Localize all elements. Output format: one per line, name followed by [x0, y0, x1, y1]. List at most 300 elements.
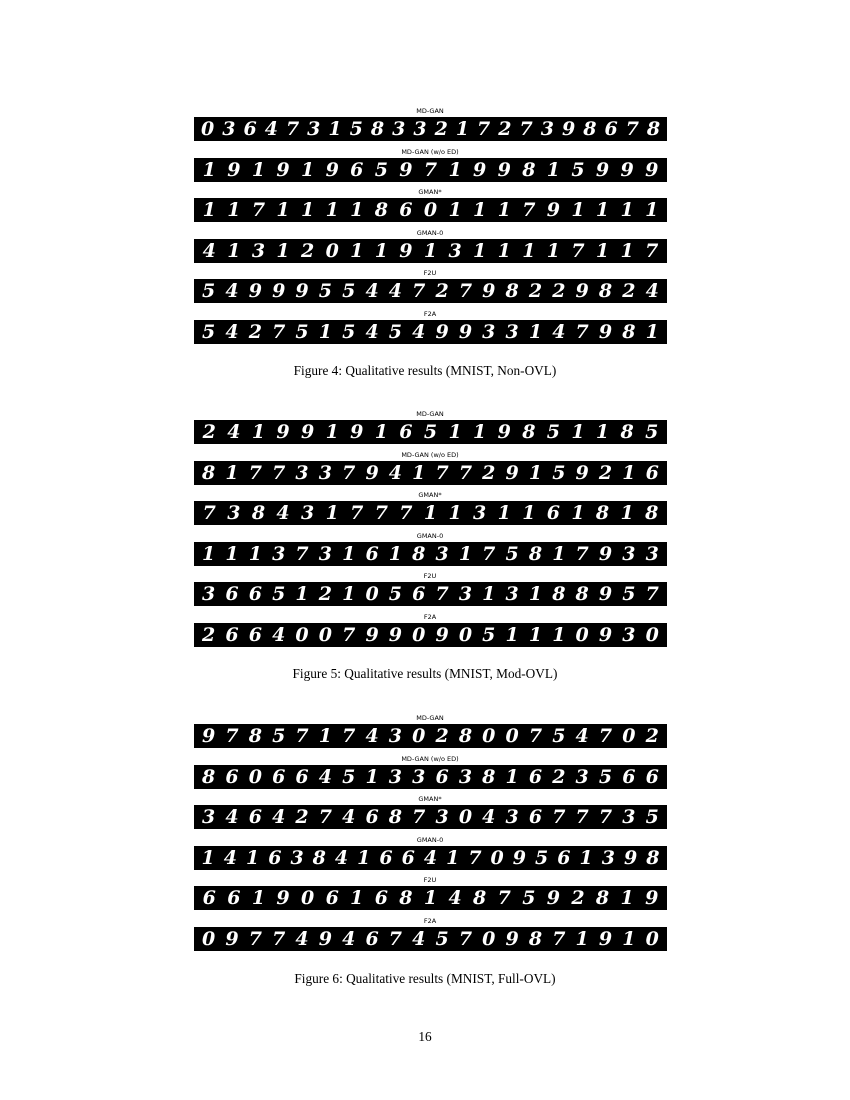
digit-sample: 8 [620, 421, 634, 443]
digit-sample-strip [194, 765, 667, 789]
digit-sample: 8 [370, 118, 385, 140]
digit-sample: 1 [374, 239, 388, 262]
row-label: F2U [423, 876, 437, 884]
digit-sample-strip [194, 117, 667, 141]
digit-sample: 4 [388, 461, 403, 484]
digit-sample: 7 [522, 199, 536, 221]
digit-sample: 0 [490, 846, 504, 869]
digit-sample: 7 [435, 461, 449, 484]
digit-sample: 0 [482, 725, 496, 747]
digit-sample: 0 [505, 725, 519, 747]
digit-sample: 3 [227, 502, 241, 524]
digit-sample: 0 [202, 927, 216, 950]
digit-sample: 6 [604, 118, 618, 140]
digit-sample: 1 [295, 583, 309, 605]
digit-sample: 1 [622, 461, 636, 484]
digit-sample: 9 [512, 846, 527, 869]
digit-sample: 1 [473, 199, 487, 221]
digit-sample-strip [194, 623, 667, 647]
digit-sample: 8 [646, 118, 661, 140]
digit-sample: 7 [342, 725, 356, 747]
digit-sample: 1 [388, 542, 403, 565]
digit-sample: 8 [412, 542, 426, 565]
digit-sample: 1 [473, 239, 487, 262]
digit-sample: 3 [412, 765, 426, 788]
digit-sample: 5 [522, 887, 536, 909]
digit-sample: 8 [388, 806, 403, 828]
digit-sample: 3 [413, 118, 427, 140]
digit-sample: 9 [505, 461, 519, 484]
digit-sample-strip [194, 805, 667, 829]
digit-sample: 3 [392, 118, 406, 140]
digit-sample: 7 [435, 583, 449, 605]
digit-sample: 1 [251, 887, 266, 909]
digit-sample: 7 [528, 725, 543, 747]
digit-sample: 8 [595, 502, 610, 524]
digit-sample: 9 [435, 623, 449, 646]
digit-sample: 1 [522, 239, 536, 262]
digit-sample: 6 [272, 765, 286, 788]
row-label: MD-GAN [416, 410, 444, 418]
digit-sample: 9 [598, 320, 613, 343]
digit-sample: 0 [365, 583, 379, 605]
digit-sample: 9 [202, 725, 216, 747]
panel-md-gan [193, 409, 667, 450]
digit-sample: 6 [365, 542, 379, 565]
panel-f2u [193, 571, 667, 612]
digit-sample: 1 [497, 239, 511, 262]
digit-sample: 1 [528, 320, 543, 343]
digit-sample: 6 [365, 806, 379, 828]
digit-sample: 9 [295, 280, 309, 302]
digit-sample: 8 [248, 725, 262, 747]
digit-sample: 9 [350, 421, 364, 443]
digit-sample: 3 [505, 806, 519, 828]
digit-sample: 0 [325, 239, 339, 262]
digit-sample: 1 [448, 502, 462, 524]
digit-sample: 7 [272, 320, 286, 343]
digit-sample: 9 [575, 461, 589, 484]
digit-sample: 1 [446, 846, 460, 869]
digit-sample: 3 [575, 765, 589, 788]
digit-sample: 1 [365, 765, 379, 788]
digit-sample: 1 [300, 199, 315, 221]
digit-sample: 7 [645, 239, 659, 262]
digit-sample: 9 [276, 158, 290, 181]
row-label: F2A [423, 916, 437, 925]
digit-sample: 4 [482, 806, 496, 828]
digit-sample: 0 [458, 806, 473, 828]
digit-sample: 0 [412, 725, 426, 747]
figure-6-full-ovl [193, 713, 667, 956]
digit-sample: 1 [350, 199, 364, 221]
figure-5-mod-ovl [193, 409, 667, 652]
digit-sample: 0 [295, 623, 309, 646]
digit-sample: 5 [505, 542, 519, 565]
row-label: MD-GAN (w/o ED) [401, 450, 459, 459]
row-label: F2U [423, 572, 437, 580]
digit-sample: 9 [598, 623, 613, 646]
digit-sample: 1 [227, 239, 241, 262]
digit-sample: 3 [622, 542, 636, 565]
digit-sample: 3 [388, 725, 403, 747]
row-label: F2U [423, 269, 437, 277]
digit-sample: 9 [365, 461, 379, 484]
digit-sample-strip [194, 198, 667, 222]
digit-sample: 9 [497, 421, 511, 443]
digit-sample: 7 [598, 725, 613, 747]
digit-sample: 1 [328, 118, 342, 140]
digit-sample: 9 [318, 927, 332, 950]
digit-sample: 9 [561, 118, 576, 140]
digit-sample: 1 [448, 421, 462, 443]
digit-sample: 1 [473, 421, 487, 443]
digit-sample: 5 [435, 927, 449, 950]
digit-sample: 8 [622, 320, 636, 343]
digit-sample: 9 [458, 320, 473, 343]
digit-sample: 3 [435, 806, 449, 828]
digit-sample: 7 [251, 199, 266, 221]
digit-sample: 5 [388, 583, 403, 605]
row-label: MD-GAN (w/o ED) [401, 147, 459, 156]
digit-sample: 8 [202, 461, 216, 484]
digit-sample: 9 [388, 623, 403, 646]
digit-sample: 7 [458, 461, 473, 484]
digit-sample: 3 [622, 806, 636, 828]
digit-sample: 1 [575, 927, 589, 950]
digit-sample: 2 [202, 623, 216, 646]
digit-sample: 5 [598, 765, 613, 788]
digit-sample: 8 [528, 542, 543, 565]
digit-sample: 1 [412, 461, 426, 484]
digit-sample: 6 [401, 846, 415, 869]
digit-sample: 1 [227, 199, 241, 221]
digit-sample: 3 [458, 765, 473, 788]
digit-sample: 5 [202, 320, 216, 343]
digit-sample: 1 [202, 199, 216, 221]
digit-sample: 0 [423, 199, 438, 221]
digit-sample: 9 [399, 239, 413, 262]
digit-sample: 1 [458, 542, 473, 565]
digit-sample: 9 [497, 158, 511, 181]
digit-sample-strip [194, 320, 667, 344]
digit-sample: 4 [264, 118, 278, 140]
digit-sample: 2 [435, 725, 449, 747]
digit-sample: 4 [365, 280, 379, 302]
digit-sample: 3 [318, 542, 332, 565]
digit-sample: 7 [575, 806, 589, 828]
digit-sample: 9 [482, 280, 496, 302]
digit-sample: 8 [482, 765, 496, 788]
digit-sample: 8 [575, 583, 589, 605]
panel-gman-0 [193, 531, 667, 572]
digit-sample: 8 [646, 846, 660, 869]
digit-sample: 2 [300, 239, 315, 262]
digit-sample: 6 [412, 583, 426, 605]
digit-sample: 6 [225, 765, 239, 788]
panel-gman-star [193, 187, 667, 228]
digit-sample-strip [194, 582, 667, 606]
row-label: GMAN-0 [416, 228, 444, 237]
digit-sample: 1 [505, 765, 519, 788]
row-label: MD-GAN (w/o ED) [401, 754, 459, 763]
digit-sample: 6 [227, 887, 241, 909]
digit-sample: 1 [579, 846, 593, 869]
digit-sample: 7 [248, 461, 262, 484]
digit-sample: 5 [342, 280, 356, 302]
digit-sample: 4 [388, 280, 403, 302]
digit-sample: 1 [276, 239, 290, 262]
digit-sample: 1 [318, 725, 332, 747]
digit-sample: 5 [342, 765, 356, 788]
digit-sample-strip [194, 886, 667, 910]
digit-sample: 3 [448, 239, 462, 262]
digit-sample: 1 [225, 461, 239, 484]
digit-sample: 3 [290, 846, 304, 869]
panel-f2u [193, 268, 667, 309]
panel-md-gan [193, 106, 667, 147]
digit-sample: 2 [295, 806, 309, 828]
digit-sample: 2 [434, 118, 448, 140]
digit-sample: 5 [374, 158, 388, 181]
digit-sample: 7 [519, 118, 533, 140]
row-label: GMAN-0 [416, 835, 444, 844]
digit-sample: 6 [374, 887, 388, 909]
digit-sample: 8 [583, 118, 597, 140]
digit-sample: 2 [435, 280, 449, 302]
digit-sample: 8 [473, 887, 487, 909]
digit-sample: 9 [645, 158, 659, 181]
digit-sample: 7 [342, 623, 356, 646]
digit-sample-strip [194, 239, 667, 263]
digit-sample: 1 [448, 158, 462, 181]
digit-sample: 5 [349, 118, 363, 140]
digit-sample: 9 [225, 927, 239, 950]
digit-sample: 3 [505, 583, 519, 605]
digit-sample: 0 [201, 118, 215, 140]
digit-sample: 7 [423, 158, 438, 181]
digit-sample: 7 [497, 887, 511, 909]
row-label: F2A [423, 612, 437, 621]
digit-sample: 1 [350, 887, 364, 909]
digit-sample: 5 [546, 421, 560, 443]
row-label: GMAN* [418, 795, 442, 803]
digit-sample: 1 [571, 421, 585, 443]
digit-sample: 8 [399, 887, 413, 909]
digit-sample: 4 [295, 927, 309, 950]
panel-md-gan-wo-ed [193, 754, 667, 795]
digit-sample: 6 [202, 887, 216, 909]
digit-sample: 8 [505, 280, 519, 302]
digit-sample: 7 [295, 725, 309, 747]
digit-sample: 0 [482, 927, 496, 950]
digit-sample: 3 [318, 461, 332, 484]
digit-sample: 6 [248, 623, 262, 646]
digit-sample: 1 [374, 421, 388, 443]
digit-sample: 7 [374, 502, 388, 524]
panel-md-gan-wo-ed [193, 450, 667, 491]
digit-sample: 7 [412, 280, 426, 302]
digit-sample: 4 [552, 320, 566, 343]
digit-sample: 1 [645, 199, 659, 221]
digit-sample: 8 [202, 765, 216, 788]
digit-sample: 3 [622, 623, 636, 646]
row-label: MD-GAN [416, 107, 444, 115]
digit-sample: 3 [202, 806, 216, 828]
digit-sample: 7 [552, 927, 566, 950]
digit-sample: 4 [225, 806, 239, 828]
digit-sample: 2 [318, 583, 332, 605]
digit-sample: 1 [522, 502, 536, 524]
digit-sample: 8 [251, 502, 266, 524]
digit-sample: 2 [645, 725, 659, 747]
digit-sample: 6 [225, 623, 239, 646]
digit-sample: 1 [571, 502, 585, 524]
digit-sample-strip [194, 461, 667, 485]
digit-sample: 7 [458, 927, 473, 950]
digit-sample: 1 [622, 927, 636, 950]
panel-md-gan-wo-ed [193, 147, 667, 188]
digit-sample: 3 [645, 542, 659, 565]
digit-sample: 7 [645, 583, 659, 605]
digit-sample: 7 [625, 118, 639, 140]
digit-sample: 1 [546, 158, 560, 181]
digit-sample: 9 [620, 158, 634, 181]
digit-sample: 1 [497, 199, 511, 221]
digit-sample: 3 [601, 846, 615, 869]
digit-sample: 7 [412, 806, 426, 828]
digit-sample: 6 [325, 887, 339, 909]
digit-sample: 2 [248, 320, 262, 343]
digit-sample: 9 [598, 583, 613, 605]
digit-sample: 4 [423, 846, 438, 869]
digit-sample: 8 [522, 421, 536, 443]
digit-sample: 1 [202, 542, 216, 565]
digit-sample: 1 [505, 623, 519, 646]
digit-sample: 4 [365, 725, 379, 747]
digit-sample: 0 [412, 623, 426, 646]
digit-sample: 7 [225, 725, 239, 747]
digit-sample: 4 [272, 806, 286, 828]
digit-sample: 5 [423, 421, 438, 443]
digit-sample: 9 [645, 887, 659, 909]
digit-sample: 2 [571, 887, 585, 909]
digit-sample: 2 [482, 461, 496, 484]
digit-sample: 9 [272, 280, 286, 302]
digit-sample: 4 [272, 623, 286, 646]
digit-sample: 9 [227, 158, 241, 181]
digit-sample: 1 [325, 502, 339, 524]
digit-sample: 5 [342, 320, 356, 343]
digit-sample: 7 [295, 542, 309, 565]
digit-sample: 1 [620, 502, 634, 524]
digit-sample: 2 [598, 461, 613, 484]
panel-gman-star [193, 794, 667, 835]
digit-sample: 1 [350, 239, 364, 262]
digit-sample: 6 [645, 461, 659, 484]
digit-sample: 4 [223, 846, 237, 869]
digit-sample: 3 [300, 502, 315, 524]
digit-sample: 9 [435, 320, 449, 343]
digit-sample: 1 [248, 542, 262, 565]
digit-sample: 1 [342, 583, 356, 605]
digit-sample: 1 [201, 846, 215, 869]
digit-sample: 8 [595, 887, 610, 909]
digit-sample: 2 [202, 421, 216, 443]
digit-sample: 4 [342, 806, 356, 828]
digit-sample: 1 [251, 421, 266, 443]
digit-sample: 2 [552, 280, 566, 302]
digit-sample: 5 [645, 806, 659, 828]
digit-sample-strip [194, 724, 667, 748]
digit-sample: 4 [227, 421, 241, 443]
panel-md-gan [193, 713, 667, 754]
digit-sample: 8 [374, 199, 388, 221]
digit-sample: 1 [528, 623, 543, 646]
digit-sample: 1 [225, 542, 239, 565]
digit-sample: 5 [295, 320, 309, 343]
digit-sample: 5 [622, 583, 636, 605]
digit-sample: 9 [598, 542, 613, 565]
digit-sample: 6 [399, 421, 413, 443]
digit-sample: 7 [202, 502, 216, 524]
digit-sample: 6 [622, 765, 636, 788]
digit-sample: 3 [202, 583, 216, 605]
digit-sample: 1 [342, 542, 356, 565]
digit-sample: 7 [272, 927, 286, 950]
panel-f2a [193, 612, 667, 653]
digit-sample: 6 [399, 199, 413, 221]
digit-sample: 7 [318, 806, 332, 828]
digit-sample: 6 [365, 927, 379, 950]
digit-sample: 1 [620, 199, 634, 221]
digit-sample: 3 [473, 502, 487, 524]
digit-sample: 7 [477, 118, 491, 140]
digit-sample: 3 [388, 765, 403, 788]
digit-sample: 1 [528, 461, 543, 484]
digit-sample: 2 [528, 280, 543, 302]
digit-sample: 1 [423, 502, 438, 524]
digit-sample: 8 [645, 502, 659, 524]
digit-sample: 6 [268, 846, 282, 869]
digit-sample-strip [194, 279, 667, 303]
digit-sample: 7 [482, 542, 496, 565]
digit-sample: 9 [365, 623, 379, 646]
digit-sample: 9 [575, 280, 589, 302]
panel-f2u [193, 875, 667, 916]
digit-sample: 1 [620, 887, 634, 909]
digit-sample: 1 [202, 158, 216, 181]
digit-sample: 4 [575, 725, 589, 747]
digit-sample: 6 [248, 806, 262, 828]
digit-sample: 1 [571, 199, 585, 221]
digit-sample: 4 [645, 280, 659, 302]
digit-sample: 4 [412, 320, 426, 343]
digit-sample: 5 [272, 583, 286, 605]
digit-sample: 3 [458, 583, 473, 605]
digit-sample: 4 [202, 239, 216, 262]
digit-sample: 1 [318, 320, 332, 343]
digit-sample: 7 [350, 502, 364, 524]
digit-sample: 1 [595, 199, 610, 221]
digit-sample: 1 [595, 421, 610, 443]
digit-sample: 9 [623, 846, 638, 869]
digit-sample-strip [194, 158, 667, 182]
digit-sample: 1 [325, 421, 339, 443]
digit-sample: 9 [546, 199, 560, 221]
row-label: F2A [423, 309, 437, 318]
digit-sample: 6 [528, 765, 543, 788]
